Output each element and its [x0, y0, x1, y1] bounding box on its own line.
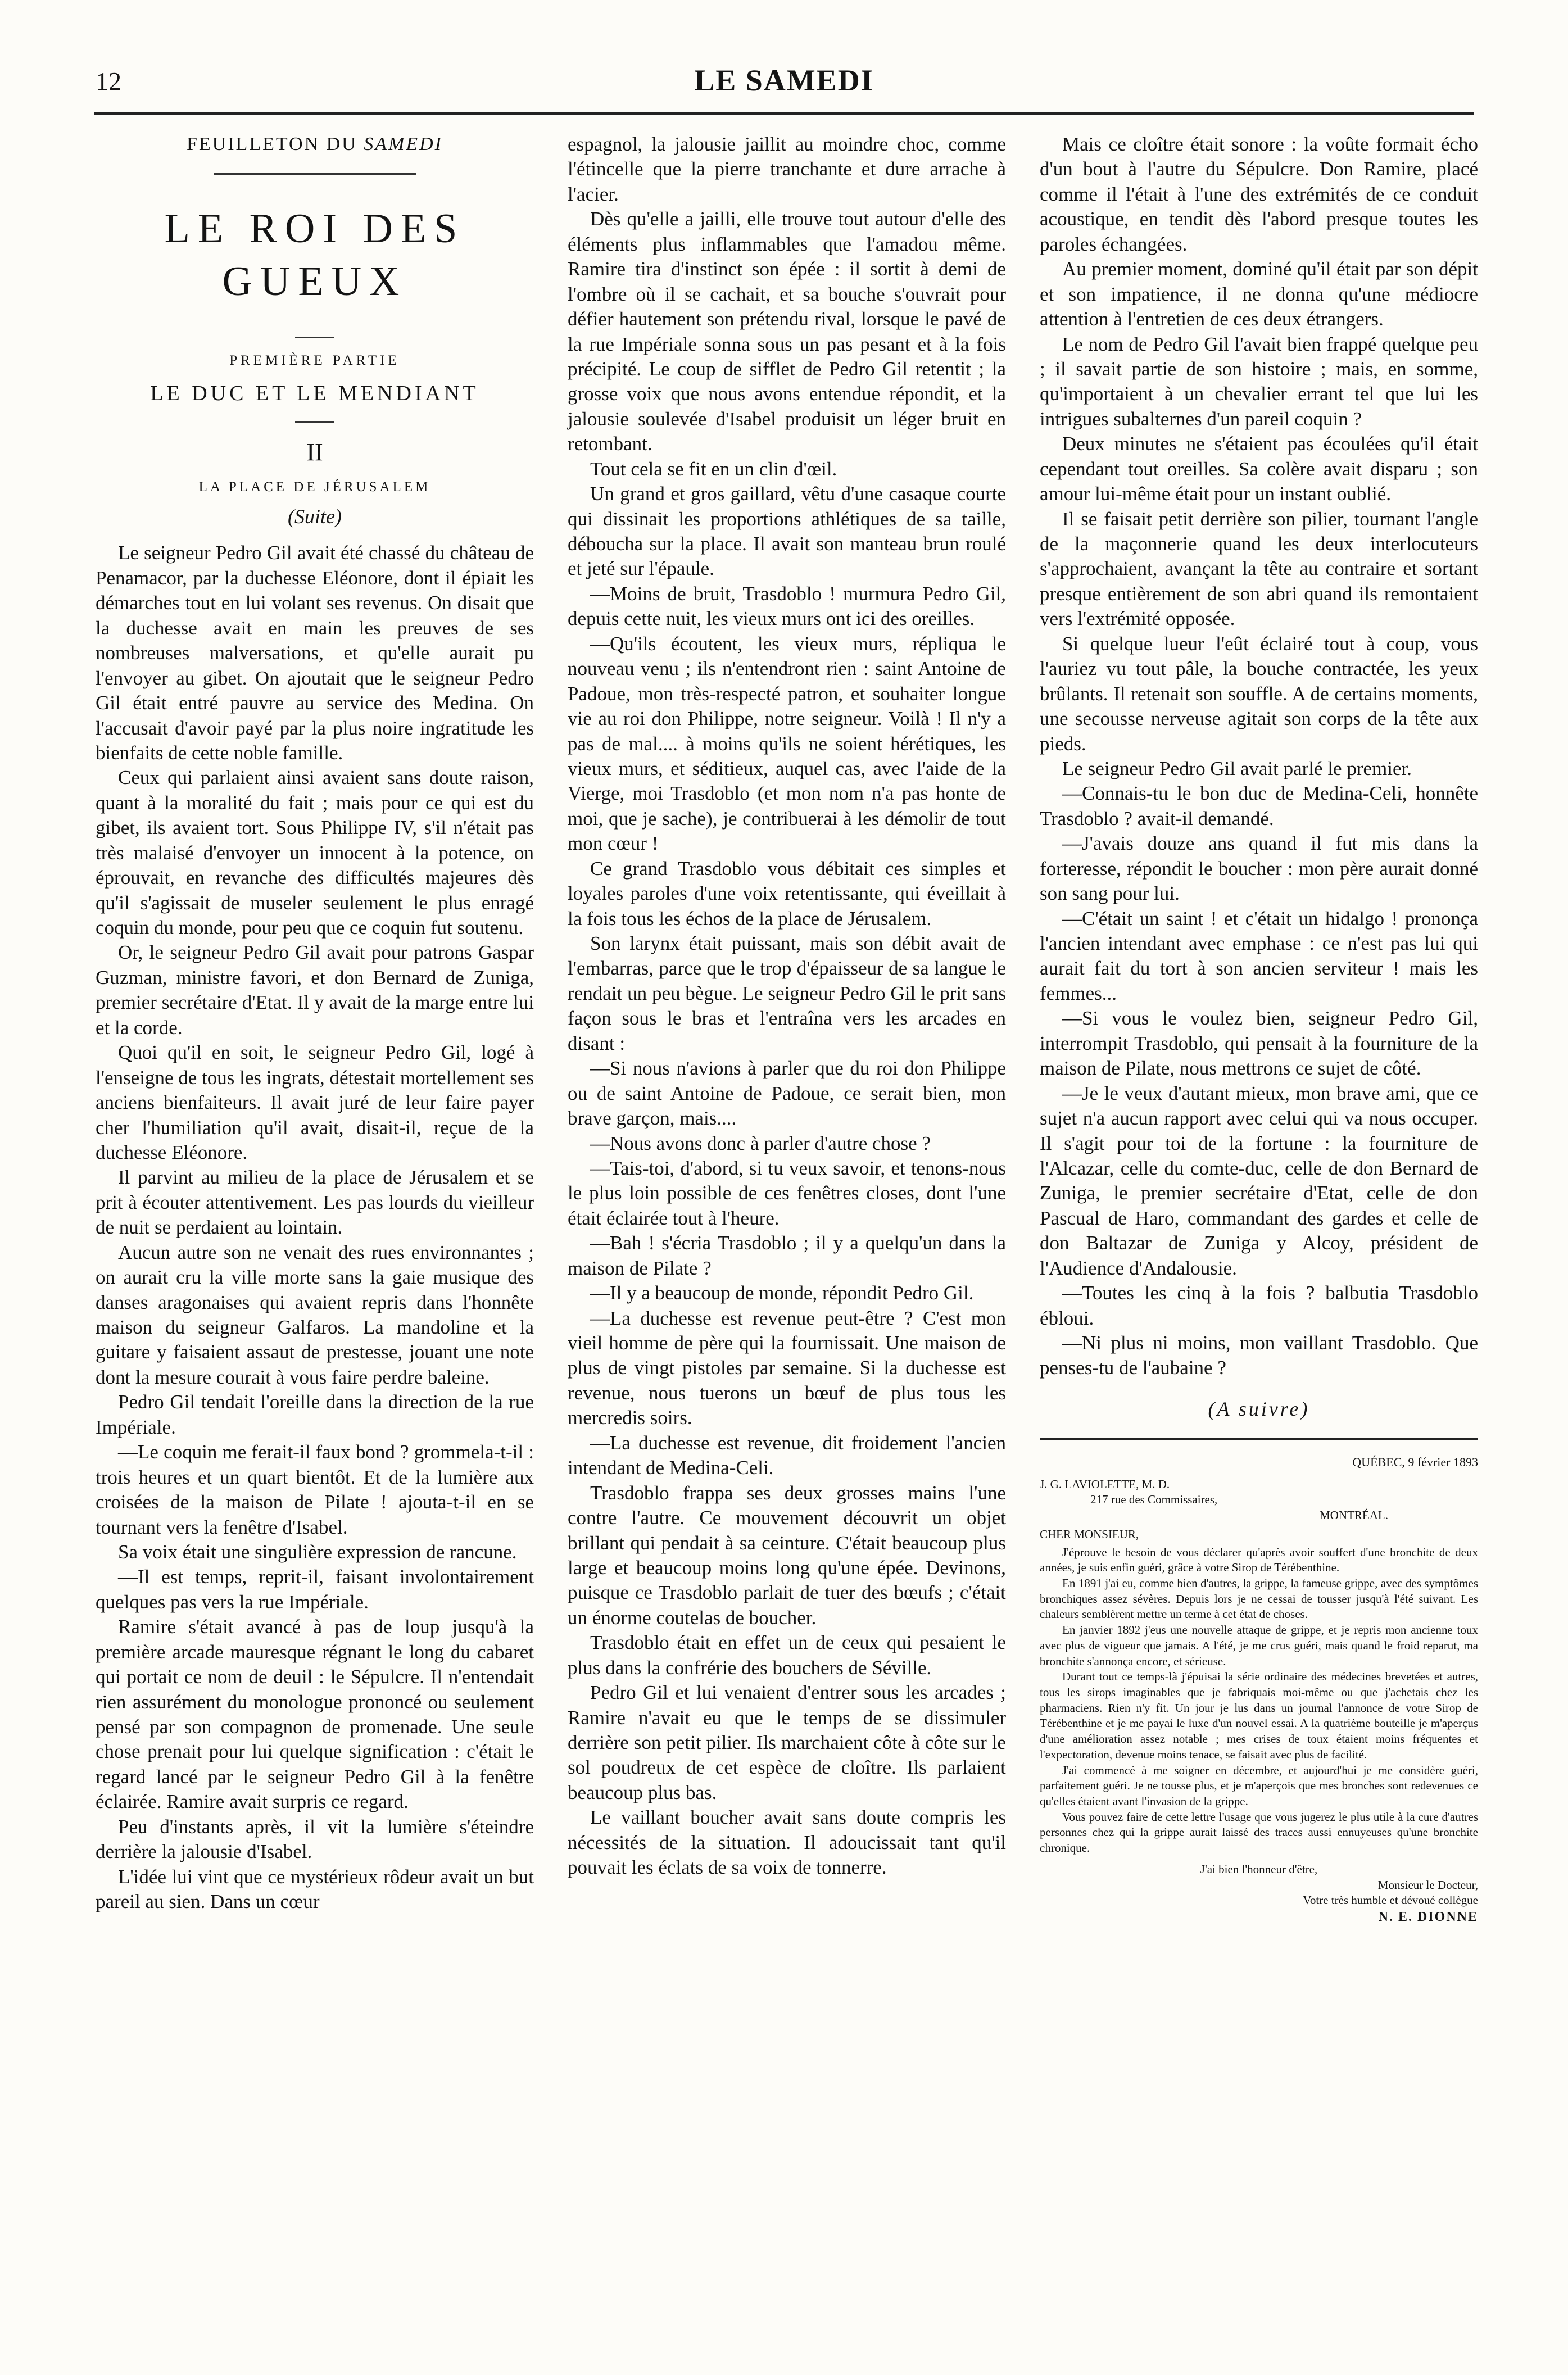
paragraph: Sa voix était une singulière expression de rancune. — [118, 1540, 517, 1563]
paragraph: —Toutes les cinq à la fois ? balbutia Trasdoblo ébloui. — [1040, 1282, 1478, 1329]
column-3 — [1040, 132, 1478, 1927]
paragraph: —J'avais douze ans quand il fut mis dans la forteresse, répondit le boucher : mon père aurait donné son sang pour lui. — [1040, 832, 1478, 905]
paragraph: —Connais-tu le bon duc de Medina-Celi, honnête Trasdoblo ? avait-il demandé. — [1040, 782, 1478, 830]
paragraph: Ce grand Trasdoblo vous débitait ces simples et loyales paroles d'une voix retentissante, qui éveillait à la fois tous les échos de la place de Jérusalem. — [568, 857, 1006, 930]
chapter-title: LA PLACE DE JÉRUSALEM — [198, 479, 431, 495]
page-number: 12 — [96, 67, 121, 96]
letter-addressee-street: 217 rue des Commissaires, — [1090, 1493, 1218, 1507]
paragraph: Pedro Gil tendait l'oreille dans la direction de la rue Impériale. — [96, 1391, 534, 1438]
letter-paragraph: Durant tout ce temps-là j'épuisai la série ordinaire des médecines brevetées et autres, tous les sirops imaginables que je fabriquais moi-même ou que j'achetais chez les pharmaciens. Rien n'y fit. Un jour je lus dans un journal l'annonce de votre Sirop de Térébenthine et je me payai le luxe d'un nouvel essai. A la quatrième bouteille je m'aperçus d'une amélioration assez notable ; mes crises de toux étaient moins fréquentes et l'expectoration, devenue moins tenace, se faisait avec plus de facilité. — [1040, 1670, 1478, 1761]
paragraph: Quoi qu'il en soit, le seigneur Pedro Gil, logé à l'enseigne de tous les ingrats, détestait mortellement ses anciens bienfaiteurs. Il avait juré de leur faire payer cher l'humiliation qu'il avait, disait-il, reçue de la duchesse Eléonore. — [96, 1041, 534, 1163]
paragraph: —La duchesse est revenue peut-être ? C'est mon vieil homme de père qui la fournissait. Une maison de plus de vingt pistoles par semaine. Si la duchesse est revenue, nous tuerons un bœuf de plus tous les mercredis soirs. — [568, 1307, 1006, 1429]
paragraph: —Tais-toi, d'abord, si tu veux savoir, et tenons-nous le plus loin possible de ces fenêtres closes, dont l'une était éclairée tout à l'heure. — [568, 1157, 1006, 1229]
paragraph: Trasdoblo était en effet un de ceux qui pesaient le plus dans la confrérie des bouchers de Séville. — [568, 1631, 1006, 1679]
paragraph: Dès qu'elle a jailli, elle trouve tout autour d'elle des éléments plus inflammables que l'amadou même. Ramire tira d'instinct son épée : il sortit à demi de l'ombre où il se cachait, et sa bouche s'ouvrait pour défier hautement son prétendu rival, lorsque le pavé de la rue Impériale sonna sous un pas pesant et à la fois précipité. Le coup de sifflet de Pedro Gil retentit ; la grosse voix que nous avons entendue répondit, et la jalousie soulevée d'Isabel produisit un léger bruit en retombant. — [568, 208, 1006, 455]
letter-paragraph: J'éprouve le besoin de vous déclarer qu'après avoir souffert d'une bronchite de deux années, je suis enfin guéri, grâce à votre Sirop de Térébenthine. — [1040, 1545, 1478, 1575]
paragraph: Aucun autre son ne venait des rues environnantes ; on aurait cru la ville morte sans la gaie musique des danses aragonaises qui avaient repris dans l'honnête maison du seigneur Galfaros. La mandoline et la guitare y faisaient assaut de prestesse, jouant une note dont la mesure courait à vous faire perdre baleine. — [96, 1241, 534, 1388]
chapter-number: II — [306, 438, 323, 466]
letter-paragraph: En janvier 1892 j'eus une nouvelle attaque de grippe, et je repris mon ancienne toux avec plus de vigueur que jamais. A l'été, je me crus guéri, mais quand le froid reparut, ma bronchite s'annonça encore, et sérieuse. — [1040, 1623, 1478, 1668]
paragraph: Il se faisait petit derrière son pilier, tournant l'angle de la maçonnerie quand les deux interlocuteurs s'approchaient, avançant la tête au contraire et sortant presque entièrement de son abri quand ils remontaient vers l'extrémité opposée. — [1040, 507, 1478, 630]
paragraph: Le seigneur Pedro Gil avait parlé le premier. — [1062, 757, 1412, 779]
paragraph: —C'était un saint ! et c'était un hidalgo ! prononça l'ancien intendant avec emphase : ce n'est pas lui qui aurait fait du tort à son ancien serviteur ! mais les femmes... — [1040, 907, 1478, 1004]
novel-title: LE ROI DES GUEUX — [164, 206, 465, 305]
advertisement-letter — [1040, 1454, 1478, 1927]
paragraph: —Si nous n'avions à parler que du roi don Philippe ou de saint Antoine de Padoue, ce serait bien, mon brave garçon, mais.... — [568, 1057, 1006, 1130]
paragraph: Le seigneur Pedro Gil avait été chassé du château de Penamacor, par la duchesse Eléonore, dont il épiait les démarches tout en lui volant ses revenus. On disait que la duchesse avait en main les preuves de ses nombreuses malversations, et qu'elle aurait pu l'envoyer au gibet. On ajoutait que le seigneur Pedro Gil était entré pauvre au service des Medina. On l'accusait d'avoir payé par la plus noire ingratitude les bienfaits de cette noble famille. — [96, 542, 534, 764]
paragraph: —Il est temps, reprit-il, faisant involontairement quelques pas vers la rue Impériale. — [96, 1566, 534, 1613]
paragraph: Tout cela se fit en un clin d'œil. — [590, 457, 837, 480]
paragraph: —Bah ! s'écria Trasdoblo ; il y a quelqu'un dans la maison de Pilate ? — [568, 1232, 1006, 1279]
paragraph: —Moins de bruit, Trasdoblo ! murmura Pedro Gil, depuis cette nuit, les vieux murs ont ici des oreilles. — [568, 582, 1006, 630]
paragraph: Mais ce cloître était sonore : la voûte formait écho d'un bout à l'autre du Sépulcre. Don Ramire, placé comme il l'était à l'une des extrémités de ce conduit acoustique, en tendit dès l'abord presque toutes les paroles échangées. — [1040, 133, 1478, 255]
letter-closing-line: J'ai bien l'honneur d'être, — [1200, 1862, 1318, 1876]
feuilleton-label — [96, 132, 534, 156]
paragraph: Ramire s'était avancé à pas de loup jusqu'à la première arcade mauresque régnant le long du cabaret qui portait ce nom de deuil : le Sépulcre. Il n'entendait rien assurément du monologue prononcé ou seulement pensé par son compagnon de promenade. Une seule chose prenait pour lui quelque signification : c'était le regard lancé par le seigneur Pedro Gil à la fenêtre éclairée. Ramire avait surpris ce regard. — [96, 1616, 534, 1813]
paragraph: Si quelque lueur l'eût éclairé tout à coup, vous l'auriez vu tout pâle, la bouche contractée, les yeux brûlants. Il retenait son souffle. A de certains moments, une secousse nerveuse agitait son corps de la tête aux pieds. — [1040, 632, 1478, 755]
feuilleton-label-italic: SAMEDI — [364, 134, 443, 155]
paragraph: espagnol, la jalousie jaillit au moindre choc, comme l'étincelle que la pierre tranchante et dure arrache à l'acier. — [568, 133, 1006, 205]
part-label: PREMIÈRE PARTIE — [229, 353, 400, 369]
paragraph: —Qu'ils écoutent, les vieux murs, répliqua le nouveau venu ; ils n'entendront rien : saint Antoine de Padoue, mon très-respecté patron, et souhaiter longue vie au roi don Philippe, notre seigneur. Voilà ! Il n'y a pas de mal.... à moins qu'ils ne soient hérétiques, les vieux murs, et séditieux, auquel cas, avec l'aide de la Vierge, moi Trasdoblo (et mon nom n'a pas honte de moi, que je sache), je contribuerai à les démolir de tout mon cœur ! — [568, 632, 1006, 855]
letter-addressee-city: MONTRÉAL. — [1320, 1508, 1388, 1522]
paragraph: Le nom de Pedro Gil l'avait bien frappé quelque peu ; il savait partie de son histoire ; mais, en somme, qu'importaient à un chevalier errant tel que lui les intrigues subalternes d'un pareil coquin ? — [1040, 333, 1478, 430]
letter-signature: N. E. DIONNE — [1378, 1910, 1478, 1925]
letter-paragraph: J'ai commencé à me soigner en décembre, et aujourd'hui je me considère guéri, parfaitement guéri. Je ne tousse plus, et je m'aperçois que mes bronches sont redevenues ce qu'elles étaient avant l'invasion de la grippe. — [1040, 1763, 1478, 1808]
feuilleton-label-prefix: FEUILLETON DU — [187, 134, 364, 155]
letter-place-date: QUÉBEC, 9 février 1893 — [1352, 1454, 1478, 1469]
column-2 — [568, 132, 1006, 1880]
letter-closing — [1040, 1862, 1478, 1927]
advertisement-rule — [1040, 1438, 1478, 1440]
to-be-continued: (A suivre) — [1208, 1397, 1310, 1420]
paragraph: Pedro Gil et lui venaient d'entrer sous les arcades ; Ramire n'avait eu que le temps de se dissimuler derrière son petit pilier. Ils marchaient côte à côte sur le sol poudreux de cet espèce de cloître. Ils parlaient beaucoup plus bas. — [568, 1681, 1006, 1803]
paragraph: Or, le seigneur Pedro Gil avait pour patrons Gaspar Guzman, ministre favori, et don Bernard de Zuniga, premier secrétaire d'Etat. Il y avait de la marge entre lui et la corde. — [96, 941, 534, 1039]
title-rule — [214, 173, 416, 175]
paragraph: Trasdoblo frappa ses deux grosses mains l'une contre l'autre. Ce mouvement découvrit un objet brillant qui pendait à sa ceinture. C'était beaucoup plus large et beaucoup moins long qu'une épée. Devinons, puisque ce Trasdoblo parlait de tuer des bœufs ; c'était un énorme coutelas de boucher. — [568, 1481, 1006, 1629]
part-rule — [295, 421, 334, 423]
paragraph: —Si vous le voulez bien, seigneur Pedro Gil, interrompit Trasdoblo, qui pensait à la fourniture de la maison de Pilate, nous mettrons ce sujet de côté. — [1040, 1007, 1478, 1080]
letter-closing-line: Votre très humble et dévoué collègue — [1303, 1893, 1478, 1907]
masthead: LE SAMEDI — [694, 64, 874, 97]
paragraph: Le vaillant boucher avait sans doute compris les nécessités de la situation. Il adoucissait tant qu'il pouvait les éclats de sa voix de tonnerre. — [568, 1806, 1006, 1879]
paragraph: —Nous avons donc à parler d'autre chose ? — [590, 1132, 931, 1154]
paragraph: —Je le veux d'autant mieux, mon brave ami, que ce sujet n'a aucun rapport avec celui qui va nous occuper. Il s'agit pour toi de la fortune : la fourniture de l'Alcazar, celle du comte-duc, celle de don Bernard de Zuniga, le premier secrétaire d'Etat, celle de don Pascual de Haro, commandant des gardes et celle de don Baltazar de Zuniga y Alcoy, président de l'Audience d'Andalousie. — [1040, 1082, 1478, 1279]
paragraph: Au premier moment, dominé qu'il était par son dépit et son impatience, il ne donna qu'une médiocre attention à l'entretien de ces deux étrangers. — [1040, 258, 1478, 330]
letter-closing-line: Monsieur le Docteur, — [1377, 1878, 1478, 1892]
column-1 — [96, 132, 534, 1915]
paragraph: Peu d'instants après, il vit la lumière s'éteindre derrière la jalousie d'Isabel. — [96, 1815, 534, 1863]
letter-salutation: CHER MONSIEUR, — [1040, 1527, 1139, 1541]
part-title: LE DUC ET LE MENDIANT — [150, 381, 479, 405]
paragraph: —Le coquin me ferait-il faux bond ? grommela-t-il : trois heures et un quart bientôt. Et de la lumière aux croisées de la maison de Pilate ! ajouta-t-il en se tournant vers la fenêtre d'Isabel. — [96, 1441, 534, 1538]
title-rule-2 — [295, 337, 334, 338]
letter-paragraph: En 1891 j'ai eu, comme bien d'autres, la grippe, la fameuse grippe, avec des symptômes bronchiques assez sévères. Depuis lors je ne cessai de tousser jusqu'à l'été suivant. Les chaleurs semblèrent mettre un terme à cet état de choses. — [1040, 1576, 1478, 1621]
letter-paragraph: Vous pouvez faire de cette lettre l'usage que vous jugerez le plus utile à la cure d'autres personnes chez qui la grippe aurait laissé des traces aussi ennuyeuses qu'une bronchite chronique. — [1040, 1810, 1478, 1855]
paragraph: L'idée lui vint que ce mystérieux rôdeur avait un but pareil au sien. Dans un cœur — [96, 1865, 534, 1913]
paragraph: Deux minutes ne s'étaient pas écoulées qu'il était cependant tout oreilles. Sa colère avait disparu ; son amour lui-même était pour un instant oublié. — [1040, 433, 1478, 505]
paragraph: Son larynx était puissant, mais son débit avait de l'embarras, parce que le trop d'épaisseur de sa langue le rendait un peu bègue. Le seigneur Pedro Gil le prit sans façon sous le bras et l'entraîna vers les arcades en disant : — [568, 932, 1006, 1054]
paragraph: —Ni plus ni moins, mon vaillant Trasdoblo. Que penses-tu de l'aubaine ? — [1040, 1332, 1478, 1379]
paragraph: Ceux qui parlaient ainsi avaient sans doute raison, quant à la moralité du fait ; mais pour ce qui est du gibet, ils avaient tort. Sous Philippe IV, s'il n'était pas très malaisé d'envoyer un innocent à la potence, on éprouvait, en revanche des difficultés majeures dès qu'il s'agissait de museler seulement le plus enragé coquin du monde, pour peu que ce coquin fut soutenu. — [96, 767, 534, 939]
chapter-note: (Suite) — [288, 505, 342, 528]
paragraph: —Il y a beaucoup de monde, répondit Pedro Gil. — [590, 1282, 974, 1304]
paragraph: Un grand et gros gaillard, vêtu d'une casaque courte qui dissinait les proportions athlétiques de sa taille, déboucha sur la place. Il avait son manteau brun roulé et jeté sur l'épaule. — [568, 483, 1006, 580]
paragraph: Il parvint au milieu de la place de Jérusalem et se prit à écouter attentivement. Les pas lourds du vieilleur de nuit se perdaient au lointain. — [96, 1166, 534, 1239]
paragraph: —La duchesse est revenue, dit froidement l'ancien intendant de Medina-Celi. — [568, 1431, 1006, 1479]
letter-addressee-name: J. G. LAVIOLETTE, M. D. — [1040, 1477, 1170, 1491]
header-rule — [94, 112, 1474, 115]
